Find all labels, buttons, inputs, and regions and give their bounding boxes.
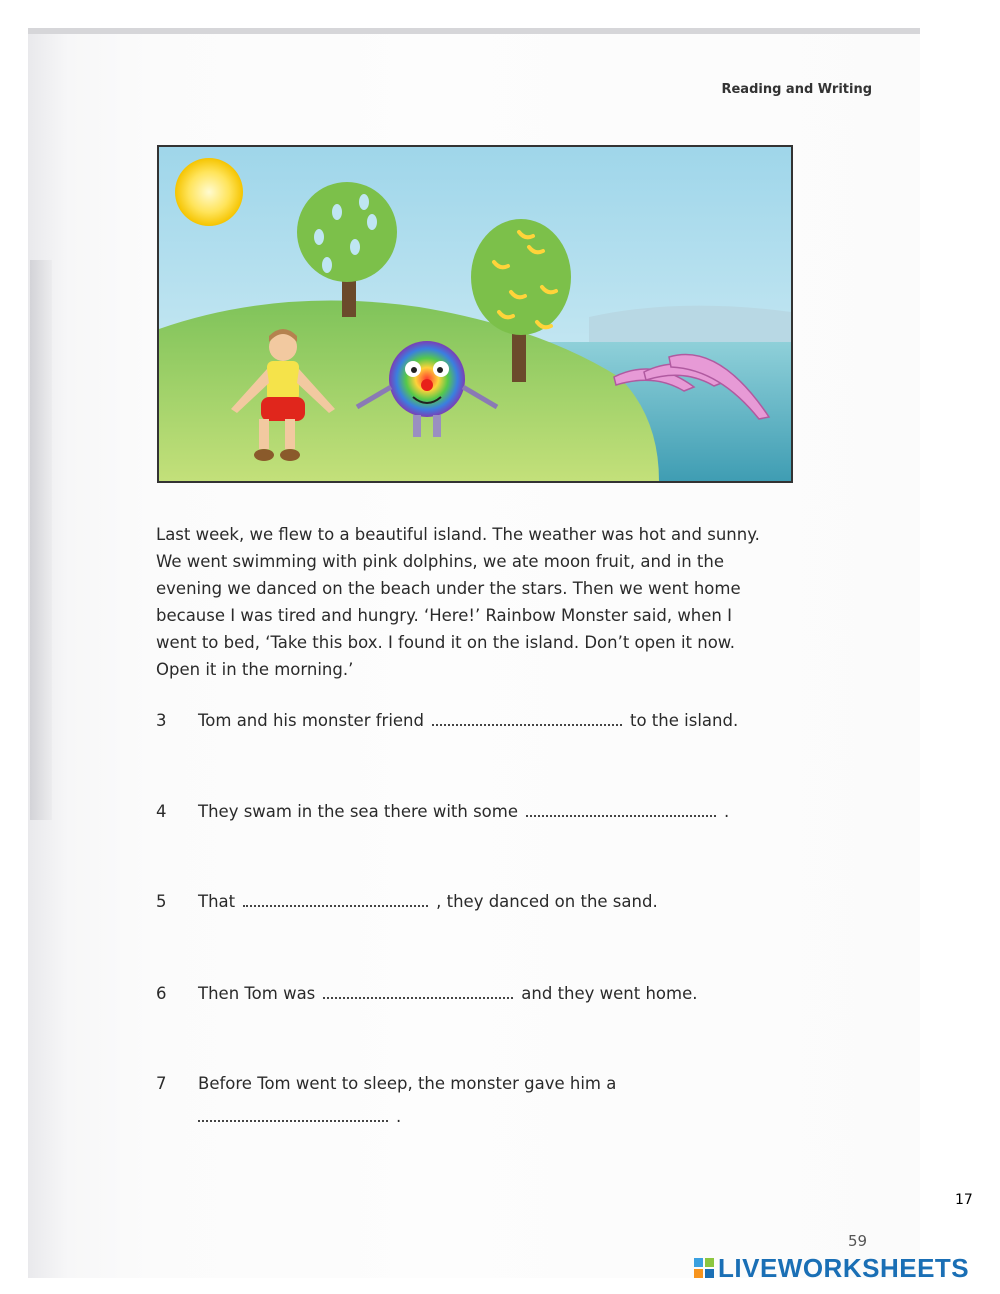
question-text-before: Then Tom was: [198, 984, 316, 1003]
passage-line: evening we danced on the beach under the stars. Then we went home: [156, 579, 741, 598]
question-number: 3: [156, 711, 167, 730]
worksheet-page-number: 17: [955, 1192, 973, 1208]
question-number: 4: [156, 802, 167, 821]
answer-blank-5[interactable]: [243, 891, 428, 907]
question-text-after: to the island.: [630, 711, 739, 730]
question-7: [156, 1074, 616, 1093]
question-text-before: Tom and his monster friend: [198, 711, 424, 730]
question-number: 5: [156, 892, 167, 911]
book-page-number: 59: [848, 1232, 868, 1250]
question-4: [156, 801, 729, 821]
distant-mountains: [589, 306, 791, 347]
question-3: [156, 710, 738, 730]
passage-line: Open it in the morning.’: [156, 660, 354, 679]
passage-line: We went swimming with pink dolphins, we ate moon fruit, and in the: [156, 552, 725, 571]
question-text-after: and they went home.: [521, 984, 698, 1003]
sun: [175, 158, 243, 226]
answer-blank-6[interactable]: [323, 983, 513, 999]
question-text-before: They swam in the sea there with some: [198, 802, 518, 821]
answer-blank-3[interactable]: [432, 710, 622, 726]
pear-tree: [297, 182, 397, 282]
question-number: 6: [156, 984, 167, 1003]
question-text-after: , they danced on the sand.: [436, 892, 658, 911]
question-text-before: That: [198, 892, 236, 911]
liveworksheets-logo-icon: [694, 1258, 714, 1278]
passage-line: because I was tired and hungry. ‘Here!’ Rainbow Monster said, when I: [156, 606, 732, 625]
book-spine-shadow: [30, 260, 52, 820]
question-text-before: Before Tom went to sleep, the monster gave him a: [198, 1074, 617, 1093]
question-number: 7: [156, 1074, 167, 1093]
question-7-continued: [198, 1106, 401, 1126]
question-6: [156, 983, 698, 1003]
answer-blank-4[interactable]: [526, 801, 716, 817]
question-text-after: .: [396, 1107, 402, 1126]
liveworksheets-brand: [694, 1254, 969, 1282]
story-illustration: [157, 145, 793, 483]
story-passage: [156, 521, 806, 683]
question-text-after: .: [724, 802, 730, 821]
section-header: Reading and Writing: [721, 82, 872, 97]
passage-line: went to bed, ‘Take this box. I found it on the island. Don’t open it now.: [156, 633, 736, 652]
question-5: [156, 891, 658, 911]
liveworksheets-wordmark: LIVEWORKSHEETS: [718, 1252, 970, 1283]
passage-line: Last week, we flew to a beautiful island. The weather was hot and sunny.: [156, 525, 760, 544]
answer-blank-7[interactable]: [198, 1106, 388, 1122]
